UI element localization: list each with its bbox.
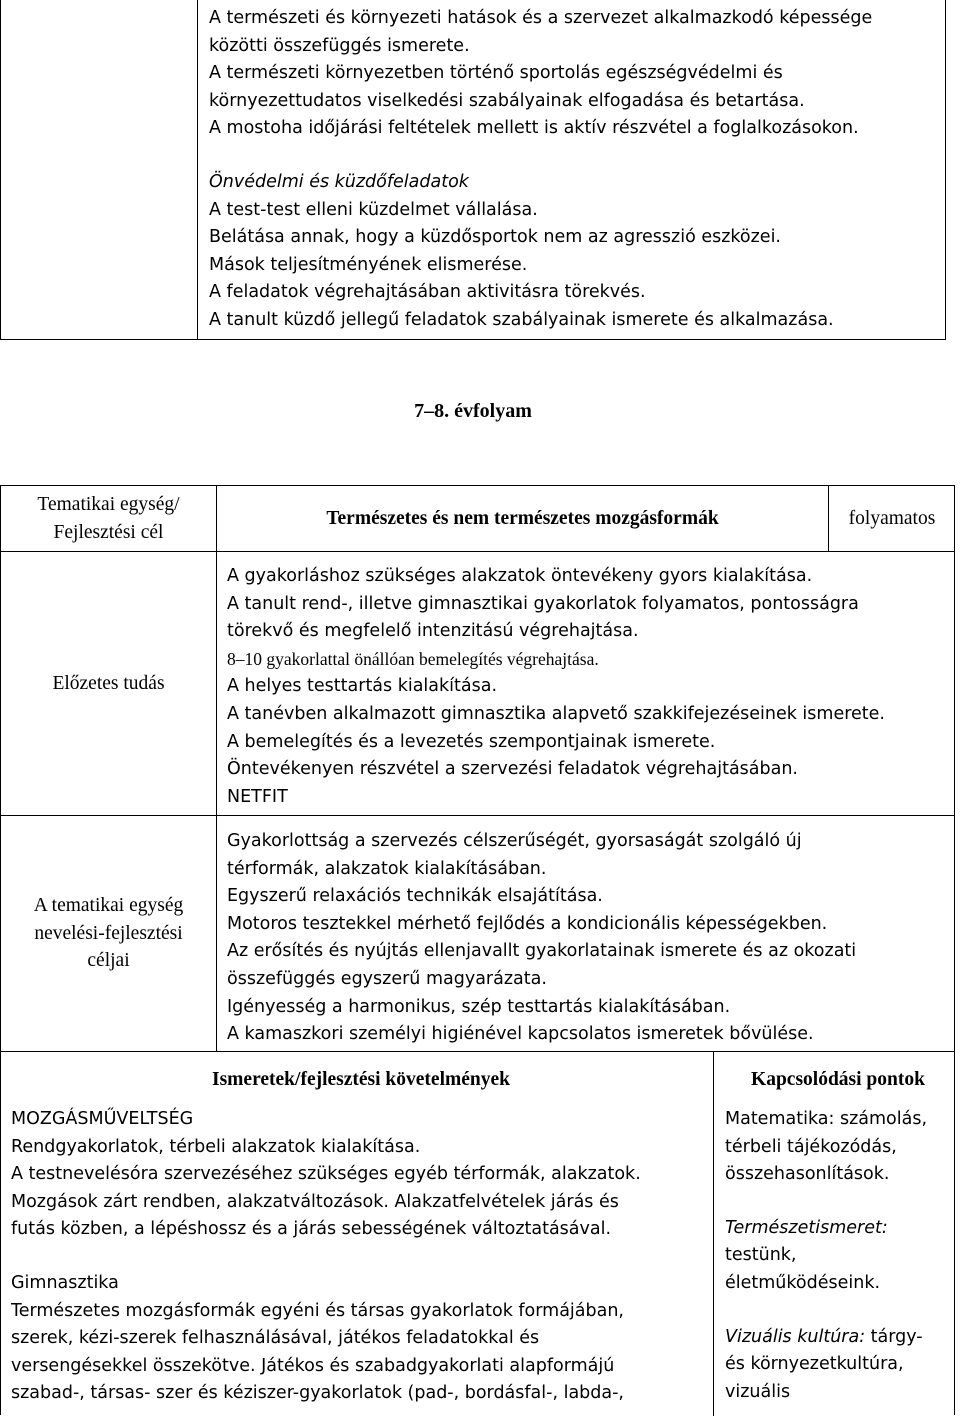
- goal-line: Egyszerű relaxációs technikák elsajátítása.: [227, 886, 603, 907]
- goals-label-cell: [1, 816, 217, 1052]
- goals-cell: [217, 816, 955, 1052]
- topic-status-cell: [829, 486, 955, 552]
- top-line: A tanult küzdő jellegű feladatok szabályainak ismerete és alkalmazása.: [209, 309, 834, 330]
- top-line: A természeti környezetben történő sportolás egészségvédelmi és: [209, 63, 783, 84]
- goal-line: Igényesség a harmonikus, szép testtartás kialakításában.: [227, 996, 731, 1017]
- prior-knowledge-line: A tanult rend-, illetve gimnasztikai gyakorlatok folyamatos, pontosságra: [227, 593, 859, 614]
- spacer: [725, 1189, 953, 1215]
- goal-line: Az erősítés és nyújtás ellenjavallt gyakorlatainak ismerete és az okozati: [227, 941, 857, 962]
- prior-knowledge-line: 8–10 gyakorlattal önállóan bemelegítés végrehajtása.: [227, 648, 599, 669]
- connection-line: testünk,: [725, 1245, 797, 1266]
- topic-table: [0, 485, 955, 1415]
- prior-knowledge-line: NETFIT: [227, 786, 288, 807]
- goals-label-line: A tematikai egység: [33, 895, 184, 917]
- spacer: [725, 1298, 953, 1324]
- connection-line: Matematika: számolás,: [725, 1109, 928, 1129]
- prior-knowledge-line: törekvő és megfelelő intenzitású végrehajtása.: [227, 621, 639, 642]
- requirement-line: futás közben, a lépéshossz és a járás sebességének változtatásával.: [11, 1219, 612, 1240]
- requirement-line: versengésekkel összekötve. Játékos és szabadgyakorlati alapformájú: [11, 1355, 615, 1376]
- prior-knowledge-line: A tanévben alkalmazott gimnasztika alapvető szakkifejezéseinek ismerete.: [227, 703, 885, 724]
- top-line: A természeti és környezeti hatások és a szervezet alkalmazkodó képessége: [209, 8, 873, 28]
- topic-title-cell: [217, 486, 829, 552]
- topic-label-line: Tematikai egység/: [37, 493, 180, 515]
- goal-line: Motoros tesztekkel mérhető fejlődés a kondicionális képességekben.: [227, 913, 828, 934]
- top-line: környezettudatos viselkedési szabályainak elfogadása és betartása.: [209, 90, 805, 111]
- requirement-line: Mozgások zárt rendben, alakzatváltozások. Alakzatfelvételek járás és: [11, 1191, 619, 1212]
- requirement-line: Gimnasztika: [11, 1272, 119, 1293]
- connection-line: vizuális: [725, 1381, 791, 1402]
- connection-line-mixed: [725, 1324, 953, 1352]
- goal-line: A kamaszkori személyi higiénével kapcsolatos ismeretek bővülése.: [227, 1024, 814, 1045]
- top-content: [209, 5, 939, 335]
- top-section-box: [0, 0, 946, 340]
- section-heading: Önvédelmi és küzdőfeladatok: [209, 171, 469, 192]
- topic-title: Természetes és nem természetes mozgásformák: [326, 507, 719, 529]
- connection-line: életműködéseink.: [725, 1272, 881, 1293]
- spacer: [11, 1244, 711, 1270]
- goal-line: összefüggés egyszerű magyarázata.: [227, 968, 547, 989]
- requirement-line: Rendgyakorlatok, térbeli alakzatok kialakítása.: [11, 1136, 421, 1157]
- prior-knowledge-label-cell: [1, 552, 217, 816]
- spacer: [209, 143, 939, 169]
- requirements-cell: [11, 1106, 711, 1408]
- prior-knowledge-cell: [217, 552, 955, 816]
- top-line: Mások teljesítményének elismerése.: [209, 254, 528, 275]
- prior-knowledge-line: A helyes testtartás kialakítása.: [227, 676, 498, 697]
- bottom-divider: [713, 1052, 714, 1416]
- connection-text: tárgy-: [865, 1326, 923, 1347]
- connection-subject: Természetismeret:: [725, 1217, 888, 1238]
- goals-label-line: nevelési-fejlesztési: [34, 922, 183, 944]
- connection-line: térbeli tájékozódás,: [725, 1136, 897, 1157]
- requirement-line: szerek, kézi-szerek felhasználásával, játékos feladatokkal és: [11, 1328, 540, 1349]
- connections-cell: [725, 1106, 953, 1406]
- top-line: A mostoha időjárási feltételek mellett is aktív részvétel a foglalkozásokon.: [209, 118, 859, 139]
- top-line: A feladatok végrehajtásában aktivitásra törekvés.: [209, 282, 646, 303]
- requirement-line: szabad-, társas- szer és kéziszer-gyakorlatok (pad-, bordásfal-, labda-,: [11, 1383, 624, 1404]
- connection-line: és környezetkultúra,: [725, 1354, 904, 1375]
- requirements-header: Ismeretek/fejlesztési követelmények: [212, 1069, 510, 1090]
- connections-header: Kapcsolódási pontok: [751, 1069, 925, 1090]
- connection-subject: Vizuális kultúra:: [725, 1326, 866, 1347]
- goal-line: Gyakorlottság a szervezés célszerűségét, gyorsaságát szolgáló új: [227, 831, 802, 851]
- requirement-line: Természetes mozgásformák egyéni és társas gyakorlatok formájában,: [11, 1300, 624, 1321]
- connection-line: összehasonlítások.: [725, 1164, 890, 1185]
- goal-line: térformák, alakzatok kialakításában.: [227, 858, 547, 879]
- topic-status: folyamatos: [848, 507, 936, 529]
- requirement-line: MOZGÁSMŰVELTSÉG: [11, 1109, 194, 1129]
- top-line: közötti összefüggés ismerete.: [209, 35, 470, 56]
- top-left-spacer-cell: [1, 0, 198, 339]
- top-line: A test-test elleni küzdelmet vállalása.: [209, 199, 538, 220]
- prior-knowledge-line: A bemelegítés és a levezetés szempontjainak ismerete.: [227, 731, 716, 752]
- prior-knowledge-line: Öntevékenyen részvétel a szervezési feladatok végrehajtásában.: [227, 759, 798, 780]
- top-line: Belátása annak, hogy a küzdősportok nem az agresszió eszközei.: [209, 227, 781, 248]
- requirement-line: A testnevelésóra szervezéséhez szükséges egyéb térformák, alakzatok.: [11, 1164, 641, 1185]
- goals-label-line: céljai: [87, 950, 130, 972]
- prior-knowledge-line: A gyakorláshoz szükséges alakzatok öntevékeny gyors kialakítása.: [227, 566, 813, 586]
- topic-label-line: Fejlesztési cél: [53, 521, 164, 543]
- topic-label-cell: [1, 486, 217, 552]
- prior-knowledge-label: Előzetes tudás: [52, 672, 165, 694]
- grade-title: 7–8. évfolyam: [414, 400, 532, 422]
